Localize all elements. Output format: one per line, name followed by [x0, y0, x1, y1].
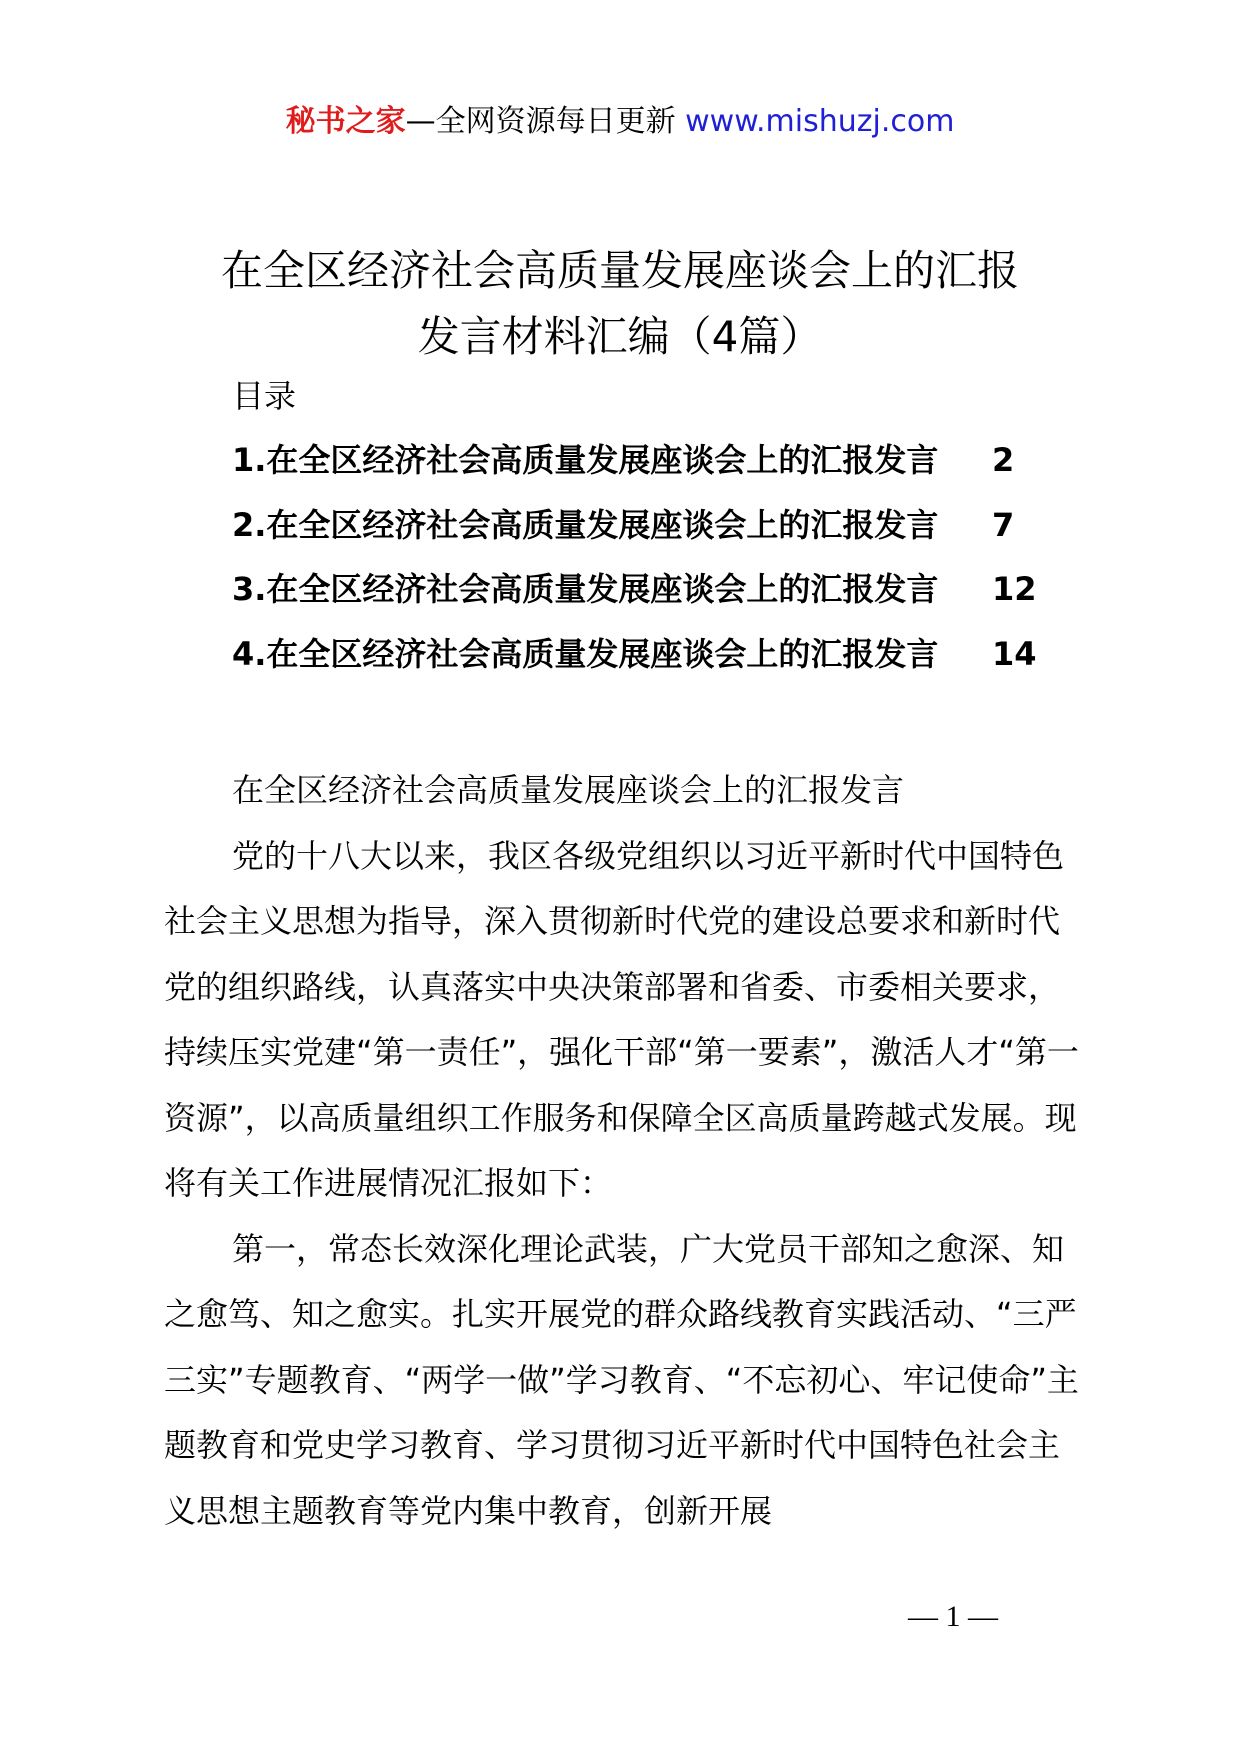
brand-name: 秘书之家 [285, 104, 406, 139]
toc-entry-label: 2.在全区经济社会高质量发展座谈会上的汇报发言 [232, 505, 939, 544]
toc-entry[interactable] [232, 563, 1092, 628]
toc-entry-label: 1.在全区经济社会高质量发展座谈会上的汇报发言 [232, 441, 939, 479]
page-number: — 1 — [908, 1600, 998, 1633]
document-body [164, 758, 1084, 1544]
toc-entry-page: 7 [992, 505, 1015, 544]
toc-entry[interactable] [232, 434, 1092, 499]
body-paragraph: 党的十八大以来，我区各级党组织以习近平新时代中国特色社会主义思想为指导，深入贯彻新时代党的建设总要求和新时代党的组织路线，认真落实中央决策部署和省委、市委相关要求，持续压实党建“第一责任”，强化干部“第一要素”，激活人才“第一资源”，以高质量组织工作服务和保障全区高质量跨越式发展。现将有关工作进展情况汇报如下： [164, 836, 1079, 1202]
toc-entry[interactable] [232, 628, 1092, 693]
document-title-line-1: 在全区经济社会高质量发展座谈会上的汇报 [220, 246, 1019, 295]
document-title [0, 238, 1240, 370]
site-url-link[interactable]: www.mishuzj.com [685, 104, 955, 139]
site-banner [0, 100, 1240, 144]
section-title: 在全区经济社会高质量发展座谈会上的汇报发言 [232, 771, 905, 809]
toc-entry[interactable] [232, 499, 1092, 564]
toc-entry-page: 14 [992, 634, 1037, 673]
body-paragraph: 第一，常态长效深化理论武装，广大党员干部知之愈深、知之愈笃、知之愈实。扎实开展党的群众路线教育实践活动、“三严三实”专题教育、“两学一做”学习教育、“不忘初心、牢记使命”主题教育和党史学习教育、学习贯彻习近平新时代中国特色社会主义思想主题教育等党内集中教育，创新开展 [164, 1229, 1079, 1530]
toc-entry-label: 4.在全区经济社会高质量发展座谈会上的汇报发言 [232, 634, 939, 673]
toc-heading: 目录 [232, 377, 297, 415]
document-title-line-2: 发言材料汇编（4篇） [417, 312, 823, 361]
site-tagline: —全网资源每日更新 [405, 104, 676, 139]
table-of-contents [232, 434, 1092, 692]
toc-entry-page: 2 [992, 441, 1015, 479]
toc-entry-label: 3.在全区经济社会高质量发展座谈会上的汇报发言 [232, 570, 939, 608]
toc-entry-page: 12 [992, 570, 1037, 608]
